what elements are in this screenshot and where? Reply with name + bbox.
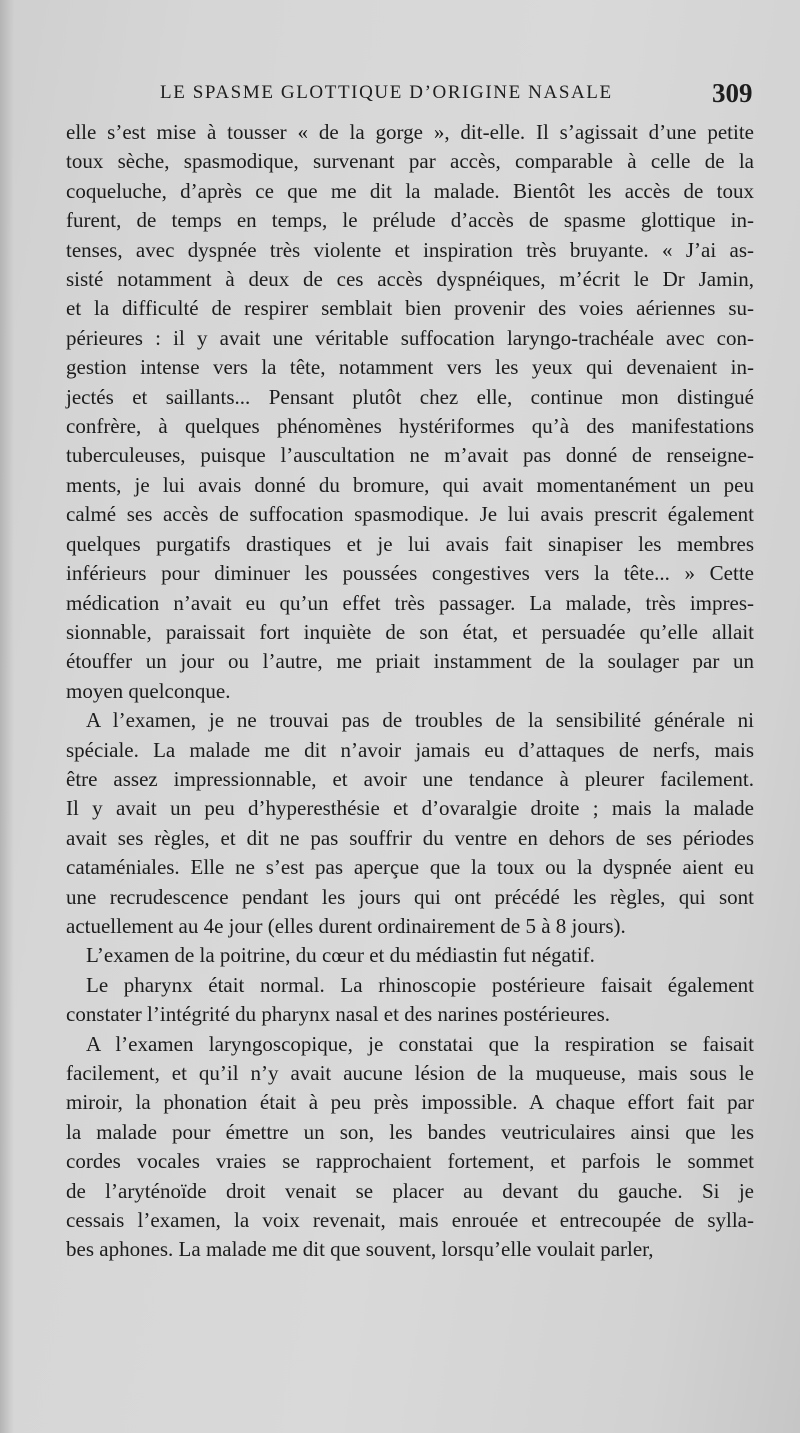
text-line: être assez impressionnable, et avoir une tendance à pleurer facilement. — [66, 766, 754, 791]
text-line: sionnable, paraissait fort inquiète de son état, et persuadée qu’elle allait — [66, 619, 754, 644]
text-line: ments, je lui avais donné du bromure, qui avait momentanément un peu — [66, 472, 754, 497]
body-text — [66, 118, 754, 1265]
text-line: tenses, avec dyspnée très violente et inspiration très bruyante. « J’ai as- — [66, 237, 754, 262]
text-line: étouffer un jour ou l’autre, me priait instamment de la soulager par un — [66, 649, 754, 674]
text-line: constater l’intégrité du pharynx nasal et des narines postérieures. — [66, 1002, 611, 1027]
paragraph — [66, 941, 754, 970]
paragraph — [66, 971, 754, 1030]
page-header — [160, 78, 760, 112]
text-line: L’examen de la poitrine, du cœur et du médiastin fut négatif. — [86, 943, 595, 968]
text-line: coqueluche, d’après ce que me dit la malade. Bientôt les accès de toux — [66, 178, 754, 203]
paragraph — [66, 1030, 754, 1265]
text-line: sisté notamment à deux de ces accès dyspnéiques, m’écrit le Dr Jamin, — [66, 267, 754, 292]
text-line: gestion intense vers la tête, notamment vers les yeux qui devenaient in- — [66, 355, 754, 380]
paragraph — [66, 118, 754, 706]
text-line: facilement, et qu’il n’y avait aucune lésion de la muqueuse, mais sous le — [66, 1061, 754, 1085]
text-line: une recrudescence pendant les jours qui ont précédé les règles, qui sont — [66, 884, 754, 909]
text-line: furent, de temps en temps, le prélude d’accès de spasme glottique in- — [66, 208, 754, 233]
text-line: cataméniales. Elle ne s’est pas aperçue que la toux ou la dyspnée aient eu — [66, 855, 754, 880]
text-line: médication n’avait eu qu’un effet très passager. La malade, très impres- — [66, 590, 754, 615]
page-number: 309 — [712, 78, 753, 108]
text-line: toux sèche, spasmodique, survenant par accès, comparable à celle de la — [66, 149, 754, 174]
text-line: bes aphones. La malade me dit que souvent, lorsqu’elle voulait parler, — [66, 1237, 654, 1262]
text-line: de l’aryténoïde droit venait se placer au devant du gauche. Si je — [66, 1178, 754, 1203]
text-line: cordes vocales vraies se rapprochaient fortement, et parfois le sommet — [66, 1149, 754, 1174]
text-line: périeures : il y avait une véritable suffocation laryngo-trachéale avec con- — [66, 325, 754, 350]
text-line: confrère, à quelques phénomènes hystériformes qu’à des manifestations — [66, 414, 754, 439]
text-line: cessais l’examen, la voix revenait, mais enrouée et entrecoupée de sylla- — [66, 1208, 754, 1233]
text-line: Il y avait un peu d’hyperesthésie et d’ovaralgie droite ; mais la malade — [66, 796, 754, 821]
paragraph — [66, 706, 754, 941]
text-line: quelques purgatifs drastiques et je lui avais fait sinapiser les membres — [66, 531, 754, 556]
text-line: actuellement au 4e jour (elles durent ordinairement de 5 à 8 jours). — [66, 913, 626, 938]
text-line: elle s’est mise à tousser « de la gorge », dit-elle. Il s’agissait d’une petite — [66, 120, 754, 144]
text-line: moyen quelconque. — [66, 678, 231, 703]
text-line: miroir, la phonation était à peu près impossible. A chaque effort fait par — [66, 1090, 754, 1115]
text-line: spéciale. La malade me dit n’avoir jamais eu d’attaques de nerfs, mais — [66, 737, 754, 762]
text-line: jectés et saillants... Pensant plutôt chez elle, continue mon distingué — [66, 384, 754, 409]
page-gutter-shadow — [0, 0, 14, 1433]
text-line: Le pharynx était normal. La rhinoscopie postérieure faisait également — [86, 972, 754, 997]
running-title: LE SPASME GLOTTIQUE D’ORIGINE NASALE — [160, 82, 613, 103]
text-line: la malade pour émettre un son, les bandes veutriculaires ainsi que les — [66, 1119, 754, 1144]
text-line: calmé ses accès de suffocation spasmodique. Je lui avais prescrit également — [66, 502, 754, 527]
text-line: tuberculeuses, puisque l’auscultation ne m’avait pas donné de renseigne- — [66, 443, 754, 468]
text-line: avait ses règles, et dit ne pas souffrir du ventre en dehors de ses périodes — [66, 825, 754, 850]
text-line: et la difficulté de respirer semblait bien provenir des voies aériennes su- — [66, 296, 754, 321]
text-line: A l’examen, je ne trouvai pas de troubles de la sensibilité générale ni — [86, 708, 754, 733]
text-line: A l’examen laryngoscopique, je constatai que la respiration se faisait — [86, 1031, 754, 1056]
text-line: inférieurs pour diminuer les poussées congestives vers la tête... » Cette — [66, 561, 754, 586]
